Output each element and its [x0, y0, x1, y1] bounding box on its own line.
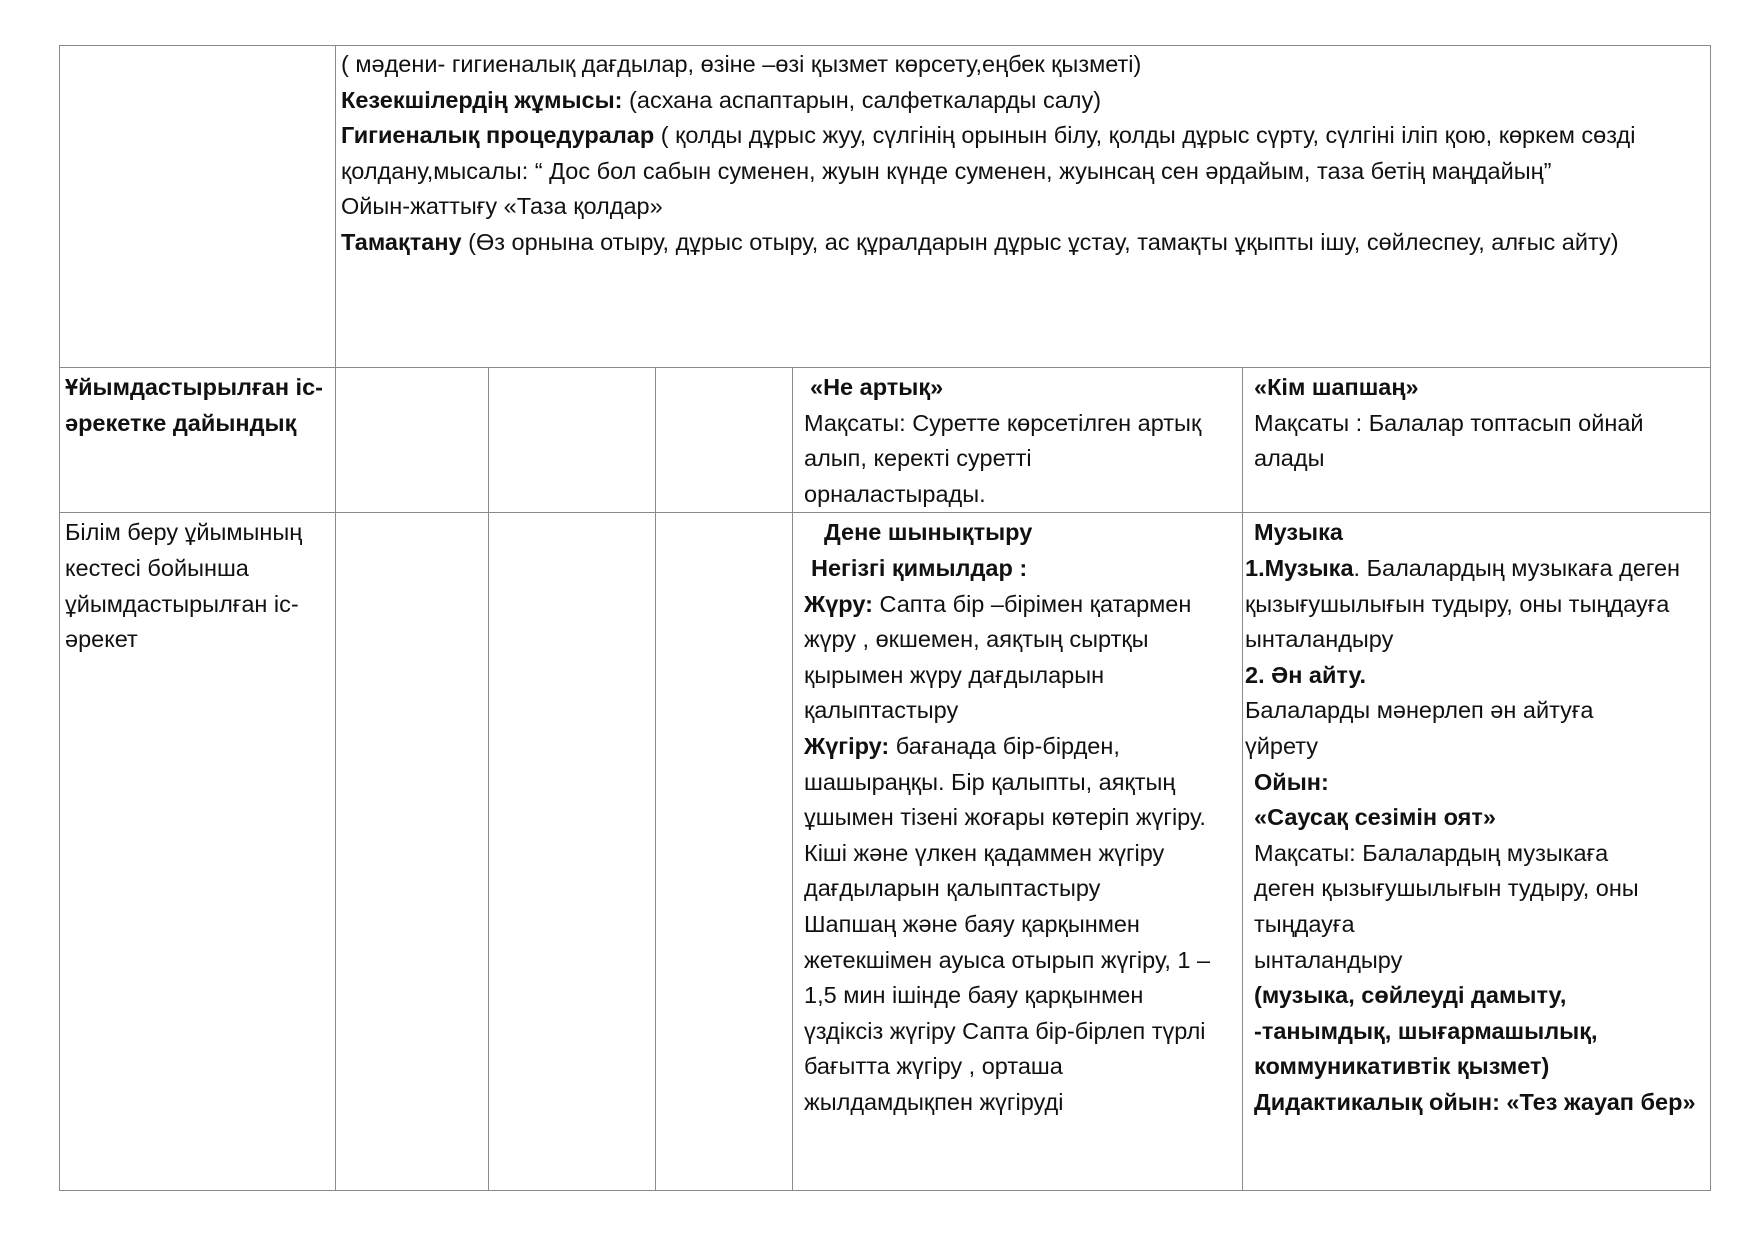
music-game-tail: ынталандыру: [1254, 946, 1403, 973]
preparation-tue-cell: [489, 368, 656, 513]
subject-music: Музыка: [1254, 519, 1343, 546]
running-more-text: Шапшаң және баяу қарқынмен жетекшімен ауыса отырып жүгіру, 1 – 1,5 мин ішінде баяу қарқынмен үздіксіз жүгіру Сапта бір-бірлеп түрлі бағытта жүгіру , орташа жылдамдықпен жүгіруді: [804, 910, 1211, 1115]
activity-row: [60, 513, 1711, 1191]
meal-text: (Өз орнына отыру, дұрыс отыру, ас құралдарын дұрыс ұстау, тамақты ұқыпты ішу, сөйлеспеу, алғыс айту): [461, 228, 1619, 255]
hygiene-label: Гигиеналық процедуралар: [341, 122, 655, 149]
music-item-2-text: Балаларды мәнерлеп ән айтуға үйрету: [1245, 697, 1594, 759]
routine-line-3: [341, 118, 1705, 189]
main-movements-label: Негізгі қимылдар :: [811, 554, 1028, 581]
music-item-1-label: 1.Музыка: [1245, 554, 1354, 581]
activity-fri-cell: [1243, 513, 1711, 1191]
development-areas: (музыка, сөйлеуді дамыту, -танымдық, шығармашылық, коммуникативтік қызмет): [1254, 982, 1598, 1080]
duty-text: (асхана аспаптарын, салфеткаларды салу): [622, 86, 1102, 113]
walking-text: [804, 587, 1224, 729]
running-label: Жүгіру:: [804, 732, 890, 759]
preparation-thu-cell: [793, 368, 1243, 513]
music-item-1-tail: ынталандыру: [1245, 626, 1394, 653]
didactic-game: Дидактикалық ойын: «Тез жауап бер»: [1254, 1088, 1696, 1115]
running-text: [804, 729, 1224, 907]
music-game-title: «Саусақ сезімін оят»: [1254, 804, 1496, 831]
music-game-goal: Мақсаты: Балалардың музыкаға деген қызығушылығын тудыру, оны тыңдауға: [1254, 839, 1639, 937]
preparation-row: [60, 368, 1711, 513]
preparation-fri-cell: [1243, 368, 1711, 513]
preparation-label-cell: Ұйымдастырылған іс-әрекетке дайындық: [60, 368, 336, 513]
game-goal-ne-artyq: Мақсаты: Суретте көрсетілген артық алып, керекті суретті орналастырады.: [804, 409, 1202, 507]
music-item-1: [1245, 551, 1702, 622]
running-desc: бағанада бір-бірден, шашыраңқы. Бір қалыпты, аяқтың ұшымен тізені жоғары көтеріп жүгіру. Кіші және үлкен қадаммен жүгіру дағдыларын қалыптастыру: [804, 732, 1206, 902]
hygiene-text: ( қолды дұрыс жуу, сүлгінің орынын білу, қолды дұрыс сүрту, сүлгіні іліп қою, көркем сөзді қолдану,мысалы: “ Дос бол сабын суменен, жуын күнде суменен, жуынсаң сен әрдайым, таза бетің маңдайың”: [341, 122, 1636, 184]
music-item-2-label: 2. Ән айту.: [1245, 661, 1367, 688]
walking-desc: Сапта бір –бірімен қатармен жүру , өкшемен, аяқтың сыртқы қырымен жүру дағдыларын қалыптастыру: [804, 590, 1192, 724]
game-title-ne-artyq: «Не артық»: [810, 374, 944, 400]
game-goal-kim-shapshan: Мақсаты : Балалар топтасып ойнай алады: [1254, 409, 1644, 472]
routine-label-cell: [60, 46, 336, 368]
activity-mon-cell: [336, 513, 489, 1191]
preparation-wed-cell: [656, 368, 793, 513]
activity-thu-cell: [793, 513, 1243, 1191]
game-title-kim-shapshan: «Кім шапшаң»: [1254, 374, 1419, 400]
meal-label: Тамақтану: [341, 228, 462, 255]
routine-line-5: [341, 225, 1705, 261]
music-item-1-text: . Балалардың музыкаға деген қызығушылығын тудыру, оны тыңдауға: [1245, 554, 1681, 617]
activity-tue-cell: [489, 513, 656, 1191]
activity-wed-cell: [656, 513, 793, 1191]
preparation-mon-cell: [336, 368, 489, 513]
routine-line-4: Ойын-жаттығу «Таза қолдар»: [341, 193, 663, 220]
subject-physical-education: Дене шынықтыру: [824, 519, 1033, 546]
routine-line-1: ( мәдени- гигиеналық дағдылар, өзіне –өзі қызмет көрсету,еңбек қызметі): [341, 51, 1142, 77]
activity-label-cell: Білім беру ұйымының кестесі бойынша ұйымдастырылған іс-әрекет: [60, 513, 336, 1191]
daily-schedule-table: [59, 45, 1711, 1191]
routine-row: [60, 46, 1711, 368]
duty-label: Кезекшілердің жұмысы:: [341, 86, 623, 113]
routine-content-cell: [336, 46, 1711, 368]
music-game-label: Ойын:: [1254, 768, 1329, 795]
routine-line-2: [341, 83, 1705, 119]
walking-label: Жүру:: [804, 590, 873, 617]
